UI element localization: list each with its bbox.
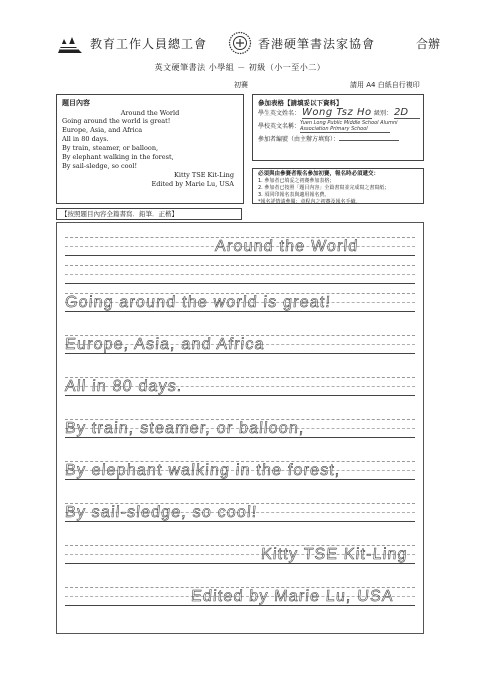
rule-item: *報名詳情請參閱：章程內之初賽及報名手續。: [258, 199, 361, 205]
org-left-name: 教育工作人員總工會: [90, 37, 208, 51]
class-field[interactable]: 2D: [394, 108, 420, 119]
school-field[interactable]: [300, 120, 398, 133]
writing-line: [65, 461, 415, 485]
association-seal-icon: [228, 31, 252, 55]
student-name-field[interactable]: Wong Tsz Ho: [302, 107, 372, 118]
school-name-line-1: Yuen Long Public Middle School Alumni: [300, 120, 398, 126]
rule-item: 1. 參加者已填妥之初賽參加表格；: [258, 178, 335, 184]
writing-line: [65, 237, 415, 261]
rule-item: 2. 參加者已按照「題目內容」全篇書寫並完成寫之書寫紙；: [258, 185, 390, 191]
writing-line: [65, 503, 415, 527]
org-right-name: 香港硬筆書法家協會: [258, 37, 376, 51]
writing-line: [65, 587, 415, 611]
topic-box: [56, 94, 244, 204]
practice-instruction: 【按照題目內容全篇書寫．鉛筆．正楷】: [56, 208, 242, 220]
topic-heading: 題目內容: [62, 99, 90, 107]
header: [56, 33, 440, 55]
rules-heading: 必須與由參賽者報名參加初賽，報名時必須遞交：: [258, 171, 380, 177]
form-heading: 參加表格【請填妥以下資料】: [258, 99, 343, 107]
handwritten-line: By elephant walking in the forest,: [64, 462, 342, 479]
id-label: 參加者編號（由主辦方填寫）：: [258, 136, 340, 143]
writing-line: [65, 419, 415, 443]
poem-line: Europe, Asia, and Africa: [62, 126, 143, 134]
writing-line: [65, 545, 415, 569]
poem-editor: Edited by Marie Lu, USA: [151, 180, 234, 188]
poem-line: By train, steamer, or balloon,: [62, 144, 159, 152]
poem-line: All in 80 days.: [62, 135, 109, 143]
handwritten-line: Kitty TSE Kit-Ling: [260, 546, 409, 563]
poem-line: By sail-sledge, so cool!: [62, 162, 138, 170]
handwritten-line: Around the World: [214, 238, 360, 255]
writing-line: [65, 265, 415, 289]
handwritten-line: Europe, Asia, and Africa: [64, 336, 266, 353]
writing-line: [65, 335, 415, 359]
name-row: [258, 107, 418, 120]
school-row: [258, 120, 418, 133]
writing-line: [65, 377, 415, 401]
handwritten-line: Edited by Marie Lu, USA: [190, 588, 395, 605]
school-label: 學校英文名稱：: [258, 123, 301, 130]
participant-id-field[interactable]: [339, 140, 399, 141]
handwritten-line: By sail-sledge, so cool!: [64, 504, 259, 521]
print-note: 請用 A4 白紙自行複印: [350, 81, 420, 89]
name-label: 學生英文姓名：: [258, 110, 301, 117]
competition-subtitle: 英文硬筆書法 小學組 － 初級（小一至小二）: [154, 63, 326, 72]
handwritten-line: By train, steamer, or balloon,: [64, 420, 306, 437]
stage-label: 初賽: [234, 81, 248, 89]
poem-title: Around the World: [120, 109, 180, 117]
joint-organizers: 合辦: [415, 37, 440, 51]
poem-author: Kitty TSE Kit-Ling: [174, 171, 234, 179]
writing-line: [65, 293, 415, 317]
poem-line: By elephant walking in the forest,: [62, 153, 174, 161]
id-row: [258, 133, 418, 146]
rule-item: 3. 須同印報名表與適用報名費。: [258, 192, 330, 198]
class-label: 級別：: [373, 110, 392, 117]
rules-box: [252, 168, 424, 204]
writing-area[interactable]: [56, 222, 424, 634]
handwritten-line: All in 80 days.: [64, 378, 184, 395]
handwritten-line: Going around the world is great!: [64, 294, 332, 311]
poem-line: Going around the world is great!: [62, 117, 171, 125]
school-name-line-2: Association Primary School: [300, 126, 368, 132]
union-logo-icon: [56, 33, 84, 55]
entry-form-box: [252, 94, 424, 161]
